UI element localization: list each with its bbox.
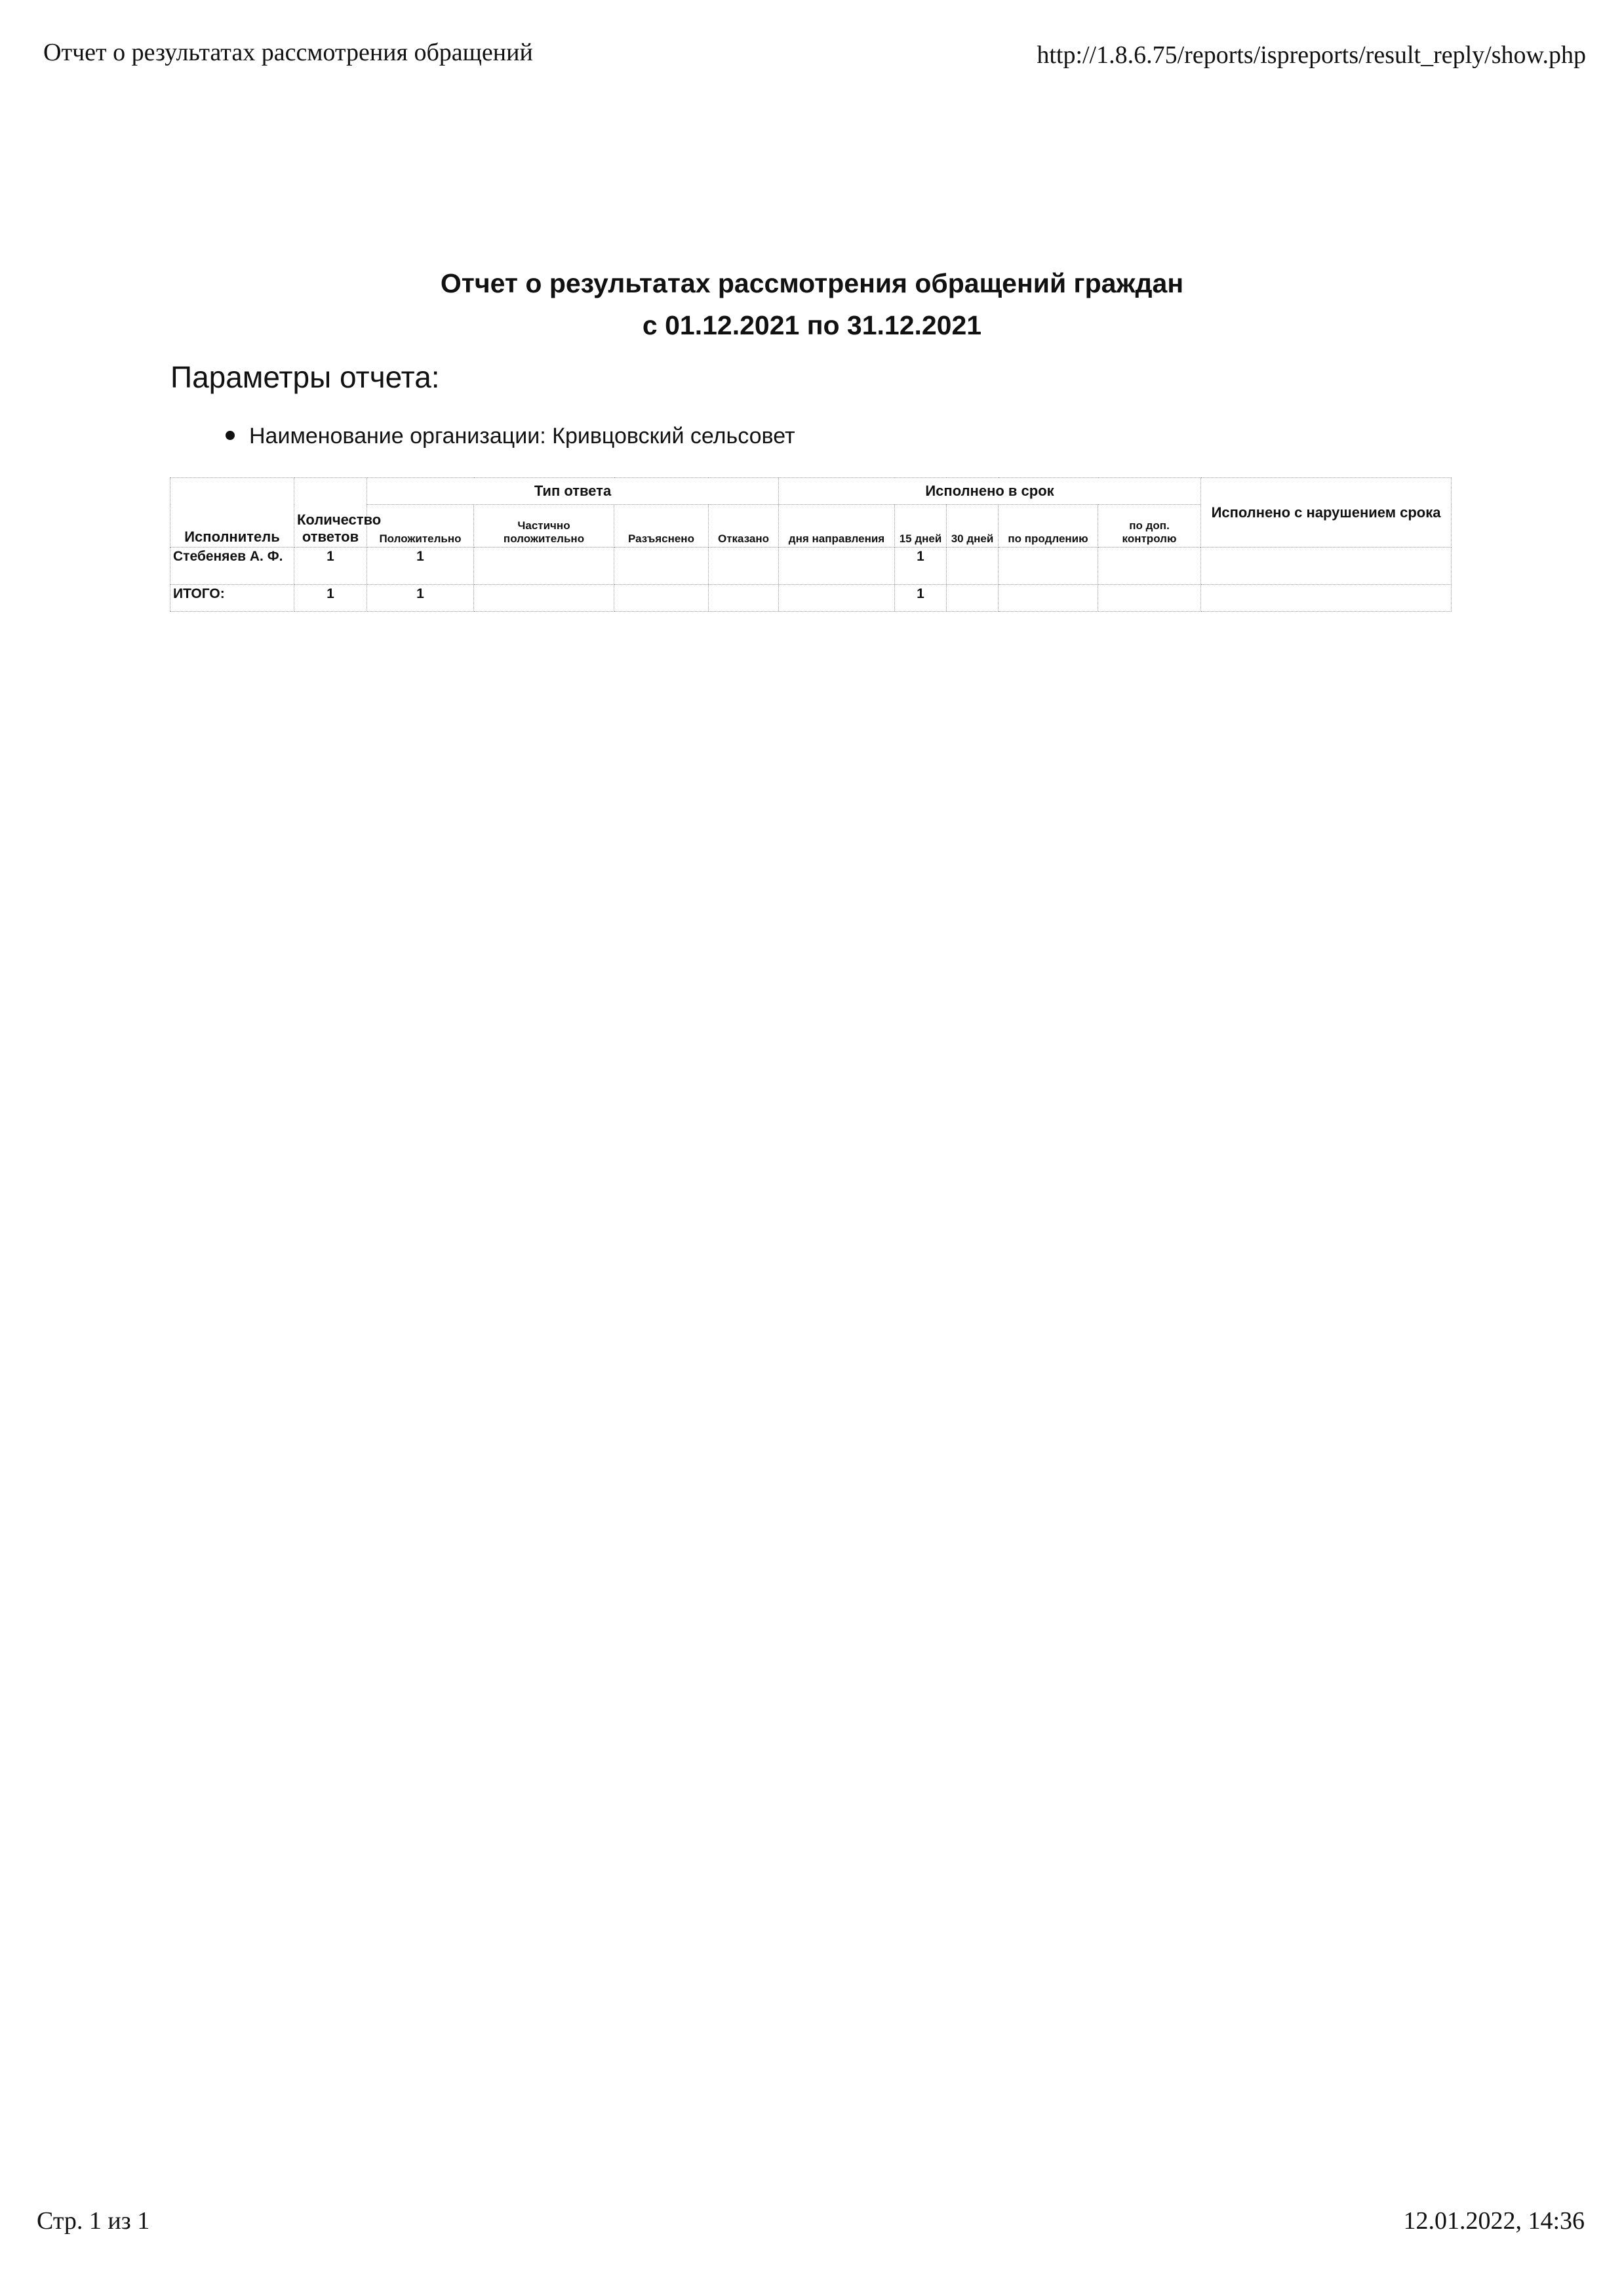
cell-total-positive: 1 <box>367 585 474 612</box>
params-item <box>226 424 795 449</box>
cell-explained <box>614 548 709 585</box>
col-overdue: Исполнено с нарушением срока <box>1201 478 1452 548</box>
table-total-row <box>170 585 1452 612</box>
cell-total-count: 1 <box>294 585 367 612</box>
cell-total-label: ИТОГО: <box>170 585 294 612</box>
cell-total-15-days: 1 <box>895 585 947 612</box>
report-period: с 01.12.2021 по 31.12.2021 <box>642 310 982 340</box>
report-title <box>0 262 1624 346</box>
cell-total-additional-control <box>1098 585 1201 612</box>
col-additional-control: по доп. контролю <box>1098 505 1201 548</box>
col-refused: Отказано <box>709 505 779 548</box>
cell-overdue <box>1201 548 1452 585</box>
cell-additional-control <box>1098 548 1201 585</box>
report-title-line1: Отчет о результатах рассмотрения обращений граждан <box>440 268 1184 298</box>
cell-total-direction-day <box>779 585 895 612</box>
cell-total-refused <box>709 585 779 612</box>
cell-total-30-days <box>947 585 999 612</box>
col-extension: по продлению <box>999 505 1098 548</box>
params-item-text: Наименование организации: Кривцовский сельсовет <box>249 424 795 449</box>
col-explained: Разъяснено <box>614 505 709 548</box>
report-table <box>170 477 1452 612</box>
cell-total-extension <box>999 585 1098 612</box>
print-datetime: 12.01.2022, 14:36 <box>1403 2207 1585 2235</box>
cell-executor: Стебеняев А. Ф. <box>170 548 294 585</box>
col-15-days: 15 дней <box>895 505 947 548</box>
col-direction-day: дня направления <box>779 505 895 548</box>
cell-positive: 1 <box>367 548 474 585</box>
col-positive: Положительно <box>367 505 474 548</box>
cell-30-days <box>947 548 999 585</box>
cell-total-explained <box>614 585 709 612</box>
cell-total-partial <box>474 585 614 612</box>
browser-print-url: http://1.8.6.75/reports/ispreports/result_reply/show.php <box>1037 41 1586 69</box>
table-row <box>170 548 1452 585</box>
group-answer-type: Тип ответа <box>367 478 779 505</box>
cell-count: 1 <box>294 548 367 585</box>
cell-direction-day <box>779 548 895 585</box>
page-number: Стр. 1 из 1 <box>37 2207 150 2235</box>
bullet-icon <box>226 431 235 440</box>
cell-refused <box>709 548 779 585</box>
col-answer-count: Количество ответов <box>294 478 367 548</box>
params-heading: Параметры отчета: <box>170 360 440 394</box>
cell-total-overdue <box>1201 585 1452 612</box>
cell-extension <box>999 548 1098 585</box>
params-list <box>226 424 795 449</box>
cell-15-days: 1 <box>895 548 947 585</box>
col-executor: Исполнитель <box>170 478 294 548</box>
browser-print-title: Отчет о результатах рассмотрения обращений <box>43 39 533 66</box>
col-partial: Частично положительно <box>474 505 614 548</box>
group-done-on-time: Исполнено в срок <box>779 478 1201 505</box>
col-30-days: 30 дней <box>947 505 999 548</box>
cell-partial <box>474 548 614 585</box>
